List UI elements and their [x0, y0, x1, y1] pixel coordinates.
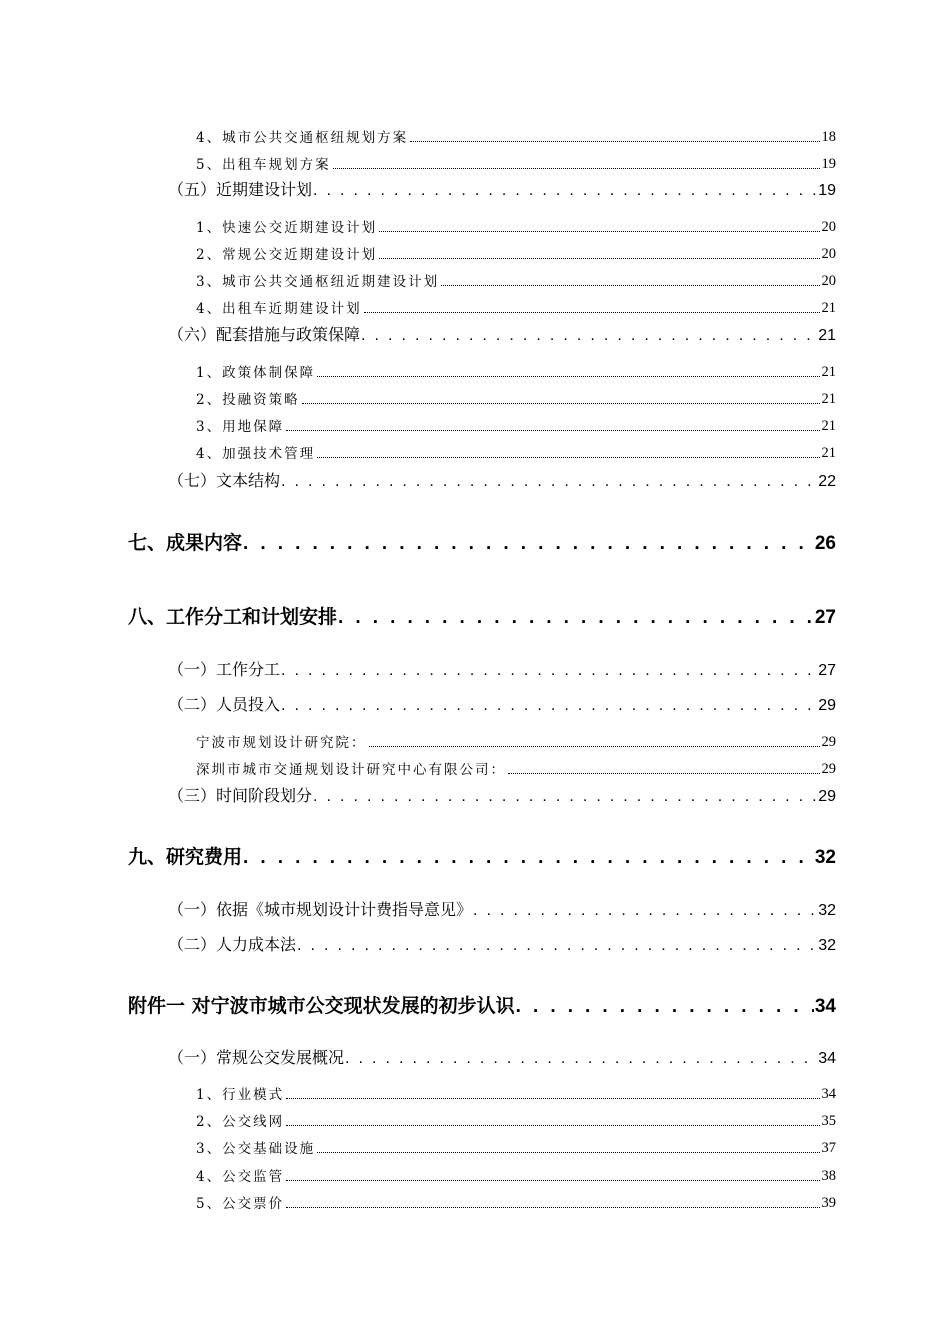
toc-entry-page: 27: [818, 662, 836, 679]
toc-entry-title: 宁波市规划设计研究院：: [196, 735, 367, 751]
toc-entry[interactable]: [196, 155, 836, 173]
dot-leader: [317, 375, 819, 377]
toc-entry-title: （一）常规公交发展概况: [168, 1048, 345, 1067]
toc-entry[interactable]: [196, 1139, 836, 1157]
toc-entry-page: 29: [821, 761, 836, 777]
toc-chapter[interactable]: [128, 529, 836, 555]
dot-leader: [317, 456, 819, 458]
dot-leader: [286, 1097, 819, 1099]
toc-entry-title: （五）近期建设计划: [168, 180, 313, 199]
dot-leader: [281, 473, 817, 491]
toc-entry-page: 29: [821, 734, 836, 750]
dot-leader: [361, 327, 817, 345]
dot-leader: [333, 167, 820, 169]
toc-entry-title: 八、工作分工和计划安排: [128, 606, 338, 628]
dot-leader: [286, 1124, 819, 1126]
toc-entry-title: 2、公交线网: [196, 1114, 285, 1130]
toc-chapter[interactable]: [128, 603, 836, 629]
dot-leader: [410, 140, 819, 142]
toc-entry-page: 38: [821, 1168, 836, 1184]
toc-entry-title: 5、公交票价: [196, 1196, 285, 1212]
toc-entry-title: 九、研究费用: [128, 846, 243, 868]
dot-leader: [286, 1206, 819, 1208]
toc-entry-title: 4、公交监管: [196, 1169, 285, 1185]
toc-entry[interactable]: [196, 1112, 836, 1130]
toc-chapter[interactable]: [128, 843, 836, 869]
dot-leader: [313, 788, 817, 806]
toc-entry[interactable]: [168, 693, 836, 715]
toc-entry-page: 32: [814, 847, 836, 868]
toc-entry-title: （六）配套措施与政策保障: [168, 325, 361, 344]
dot-leader: [441, 284, 819, 286]
toc-entry[interactable]: [196, 218, 836, 236]
toc-entry[interactable]: [168, 898, 836, 920]
toc-entry[interactable]: [196, 390, 836, 408]
toc-entry-page: 29: [818, 788, 836, 805]
toc-entry-title: （一）工作分工: [168, 660, 281, 679]
dot-leader: [281, 697, 817, 715]
toc-entry-title: 七、成果内容: [128, 532, 243, 554]
toc-entry-title: 3、用地保障: [196, 419, 285, 435]
toc-entry-page: 35: [821, 1113, 836, 1129]
dot-leader: [369, 745, 820, 747]
dot-leader: [286, 429, 819, 431]
toc-entry-title: （七）文本结构: [168, 471, 281, 490]
toc-entry-page: 34: [818, 1050, 836, 1067]
toc-entry-page: 21: [818, 327, 836, 344]
toc-entry-page: 34: [814, 996, 836, 1017]
toc-entry-page: 20: [821, 273, 836, 289]
toc-entry-title: 4、加强技术管理: [196, 446, 316, 462]
dot-leader: [317, 1151, 819, 1153]
dot-leader: [302, 402, 820, 404]
toc-entry-title: 1、政策体制保障: [196, 365, 316, 381]
toc-entry-page: 21: [821, 364, 836, 380]
dot-leader: [338, 607, 814, 629]
toc-entry-page: 19: [818, 182, 836, 199]
dot-leader: [297, 937, 817, 955]
toc-entry-title: 4、城市公共交通枢纽规划方案: [196, 130, 409, 146]
dot-leader: [281, 662, 817, 680]
toc-entry[interactable]: [168, 1046, 836, 1068]
dot-leader: [345, 1050, 817, 1068]
toc-entry[interactable]: [168, 469, 836, 491]
toc-entry-page: 32: [818, 937, 836, 954]
toc-entry-title: 3、公交基础设施: [196, 1141, 316, 1157]
toc-entry-page: 37: [821, 1140, 836, 1156]
toc-entry-title: （一）依据《城市规划设计计费指导意见》: [168, 900, 473, 919]
dot-leader: [473, 902, 817, 920]
toc-entry[interactable]: [196, 363, 836, 381]
toc-entry-page: 27: [814, 607, 836, 628]
toc-entry[interactable]: [196, 299, 836, 317]
toc-entry-title: 2、投融资策略: [196, 392, 300, 408]
toc-entry-page: 18: [821, 129, 836, 145]
dot-leader: [379, 257, 819, 259]
toc-entry[interactable]: [168, 178, 836, 200]
toc-entry-page: 34: [821, 1086, 836, 1102]
toc-entry[interactable]: [196, 760, 836, 778]
toc-entry-title: 附件一 对宁波市城市公交现状发展的初步认识: [128, 995, 515, 1017]
toc-entry-page: 21: [821, 418, 836, 434]
toc-chapter[interactable]: [128, 992, 836, 1018]
dot-leader: [243, 533, 814, 555]
toc-entry-page: 39: [821, 1195, 836, 1211]
toc-entry-title: 3、城市公共交通枢纽近期建设计划: [196, 274, 440, 290]
toc-entry[interactable]: [196, 1194, 836, 1212]
toc-entry[interactable]: [196, 245, 836, 263]
toc-entry-page: 20: [821, 219, 836, 235]
dot-leader: [286, 1179, 819, 1181]
toc-entry-page: 19: [821, 156, 836, 172]
toc-entry-title: （三）时间阶段划分: [168, 786, 313, 805]
toc-entry-page: 29: [818, 697, 836, 714]
toc-entry[interactable]: [168, 784, 836, 806]
toc-entry[interactable]: [196, 272, 836, 290]
toc-entry[interactable]: [196, 128, 836, 146]
toc-entry[interactable]: [196, 1085, 836, 1103]
toc-entry-page: 21: [821, 300, 836, 316]
toc-entry-page: 20: [821, 246, 836, 262]
toc-entry-title: 1、快速公交近期建设计划: [196, 220, 378, 236]
toc-entry[interactable]: [168, 933, 836, 955]
toc-entry-page: 26: [814, 533, 836, 554]
dot-leader: [364, 311, 820, 313]
toc-entry-title: 4、出租车近期建设计划: [196, 301, 362, 317]
toc-entry[interactable]: [196, 444, 836, 462]
dot-leader: [508, 772, 820, 774]
dot-leader: [379, 230, 819, 232]
toc-entry-page: 22: [818, 473, 836, 490]
toc-entry-title: （二）人员投入: [168, 695, 281, 714]
toc-entry-title: 5、出租车规划方案: [196, 157, 331, 173]
toc-entry-title: 1、行业模式: [196, 1087, 285, 1103]
toc-entry[interactable]: [168, 323, 836, 345]
toc-entry-title: 深圳市城市交通规划设计研究中心有限公司：: [196, 762, 506, 778]
toc-entry-page: 21: [821, 391, 836, 407]
dot-leader: [516, 996, 814, 1018]
toc-entry-page: 21: [821, 445, 836, 461]
toc-entry-page: 32: [818, 902, 836, 919]
toc-entry[interactable]: [196, 417, 836, 435]
toc-entry[interactable]: [168, 658, 836, 680]
dot-leader: [313, 182, 817, 200]
toc-entry-title: （二）人力成本法: [168, 935, 297, 954]
toc-entry-title: 2、常规公交近期建设计划: [196, 247, 378, 263]
toc-entry[interactable]: [196, 1167, 836, 1185]
toc-entry[interactable]: [196, 733, 836, 751]
dot-leader: [243, 847, 814, 869]
